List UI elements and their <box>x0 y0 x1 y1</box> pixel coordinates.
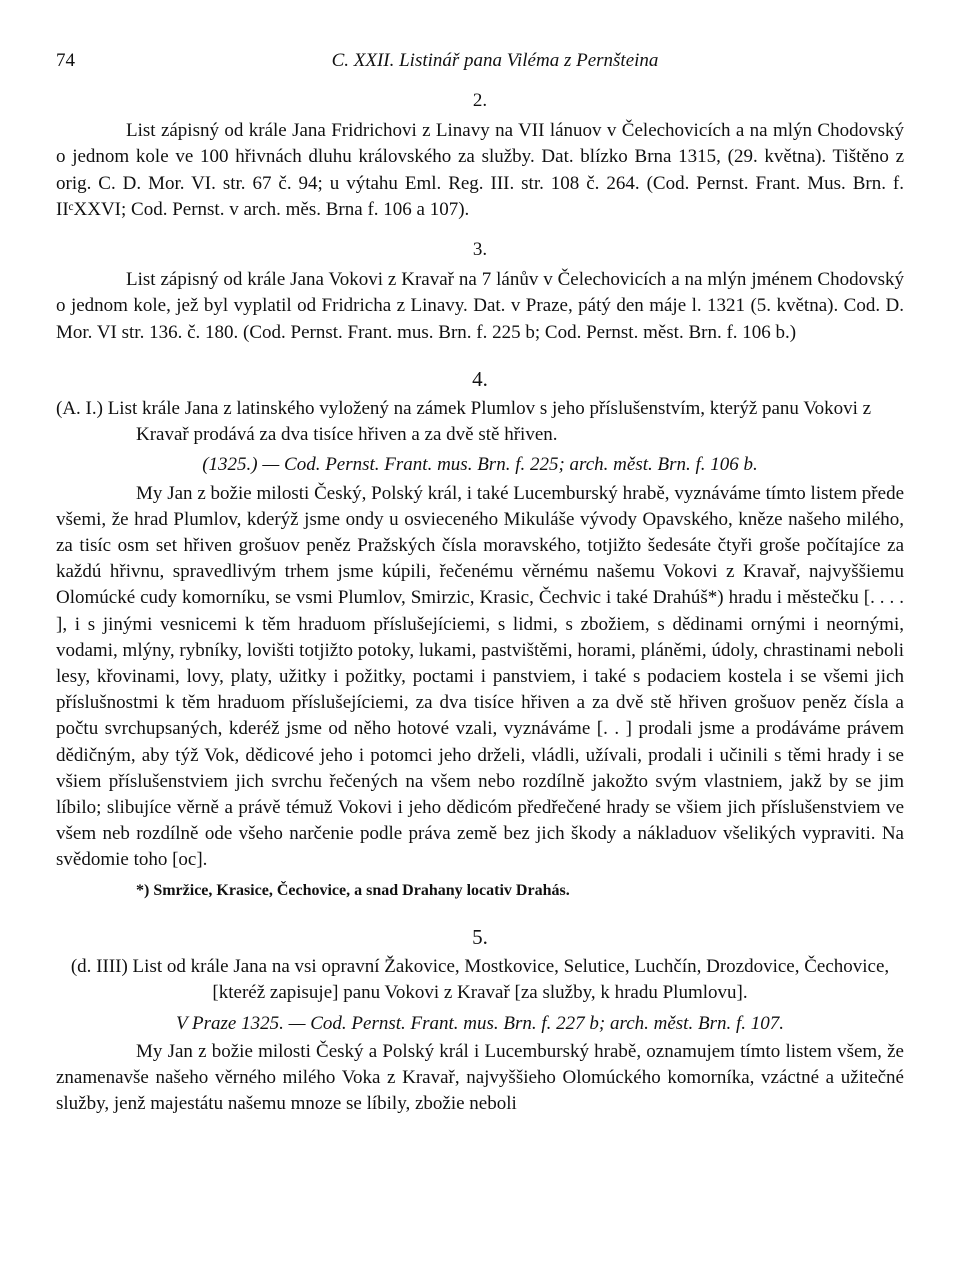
source-references: V Praze 1325. — Cod. Pernst. Frant. mus. Brn. f. 227 b; arch. měst. Brn. f. 107. <box>176 1012 784 1034</box>
document-number: 3. <box>472 239 488 261</box>
document-number: 5. <box>472 924 488 949</box>
source-references: (1325.) — Cod. Pernst. Frant. mus. Brn. f. 225; arch. měst. Brn. f. 106 b. <box>202 454 758 476</box>
running-header <box>56 44 904 78</box>
document-heading: (d. IIII) List od krále Jana na vsi opravní Žakovice, Mostkovice, Selutice, Luchčín, Drozdovice, Čechovice, [kteréž zapisuje] panu Vokovi z Kravař [za služby, k hradu Plumlovu]. <box>70 956 890 1004</box>
document-number: 2. <box>472 90 488 111</box>
document-5 <box>56 924 904 1117</box>
page-number: 74 <box>56 50 75 71</box>
footnote: *) Smržice, Krasice, Čechovice, a snad Drahany locativ Drahás. <box>136 881 570 899</box>
document-4 <box>56 366 904 904</box>
regest-paragraph: List zápisný od krále Jana Fridrichovi z Linavy na VII lánuov v Čelechovicích a na mlýn Chodovský o jednom kole ve 100 hřivnách dluhu královského za služby. Dat. blízko Brna 1315, (29. května). Tištěno z orig. C. D. Mor. VI. str. 67 č. 94; u výtahu Eml. Reg. III. str. 108 č. 264. (Cod. Pernst. Frant. Mus. Brn. f. IIᶜXXVI; Cod. Pernst. v arch. měs. Brna f. 106 a 107). <box>56 120 904 220</box>
charter-text: My Jan z božie milosti Český a Polský král i Lucemburský hrabě, oznamujem tímto listem všem, že znamenavše našeho věrného milého Voka z Kravař, najvyššieho Olomúckého komorníka, vzáctné a užitečné služby, jenž majestátu našemu mnoze se líbily, zbožie neboli <box>56 1040 904 1115</box>
document-3 <box>56 237 904 346</box>
running-title: C. XXII. Listinář pana Viléma z Pernšteina <box>331 50 659 71</box>
document-2 <box>56 88 904 223</box>
regest-paragraph: List zápisný od krále Jana Vokovi z Kravař na 7 lánův v Čelechovicích a na mlýn jménem Chodovský o jednom kole, jež byl vyplatil od Fridricha z Linavy. Dat. v Praze, pátý den máje l. 1321 (5. května). Cod. D. Mor. VI str. 136. č. 180. (Cod. Pernst. Frant. mus. Brn. f. 225 b; Cod. Pernst. měst. Brn. f. 106 b.) <box>56 269 904 343</box>
document-number: 4. <box>472 366 488 391</box>
charter-text: My Jan z božie milosti Český, Polský král, i také Lucemburský hrabě, vyznáváme tímto listem přede všemi, že hrad Plumlov, kderýž jsme ondy u osvieceného Mikuláše vývody Opavského, kněze našeho milého, za tisíc osm set hřiven grošuov peněz Pražských čísla moravského, totjižto šedesáte čtyři groše počítajíce za každú hřivnu, spravedlivým trhem jsme kúpili, řečenému věrnému našemu Vokovi z Kravař, najvyššiemu Olomúcké cudy komorníku, se vsmi Plumlov, Smirzic, Krasic, Čechvic i také Drahúš*) hradu i městečku [. . . . ], i s jinými vesnicemi k těm hraduom příslušejíciemi, s lidmi, s zbožiem, s dědinami ornými i neornými, vodami, mlýny, rybníky, lovišti totjižto potoky, lukami, pastvištěmi, horami, pláněmi, údoly, chrastinami neboli lesy, křovinami, lovy, platy, užitky i požitky, poctami i panstviem, i také s podaciem kostela i se všemi jich příslušnostmi k těm hraduom příslušejíciemi, za dva tisíce hřiven a za dvě stě hřiven grošuov peněz čísla a počtu svrchupsaných, kderéž jsme od něho hotové vzali, vyznáváme [. . ] prodali jsme a prodáváme právem dědičným, aby týž Vok, dědicové jeho i potomci jeho drželi, vládli, užívali, prodali i učinili s těmi hrady i se všiem příslušenstviem jich svrchu řečených na všem nebo rozdílně jakožto svým vlastniem, jakž by se jim líbilo; slibujíce věrně a právě témuž Vokovi i jeho dědicóm předřečené hrady se všiem jich příslušenstviem ve všem neb rozdílně ode všeho narčenie podle práva země bez jich škody a nákladuov všelikých vypraviti. Na svědomie toho [oc]. <box>56 482 904 871</box>
document-heading: (A. I.) List krále Jana z latinského vyložený na zámek Plumlov s jeho příslušenstvím, kterýž panu Vokovi z Kravař prodává za dva tisíce hřiven a za dvě stě hřiven. <box>56 398 872 446</box>
